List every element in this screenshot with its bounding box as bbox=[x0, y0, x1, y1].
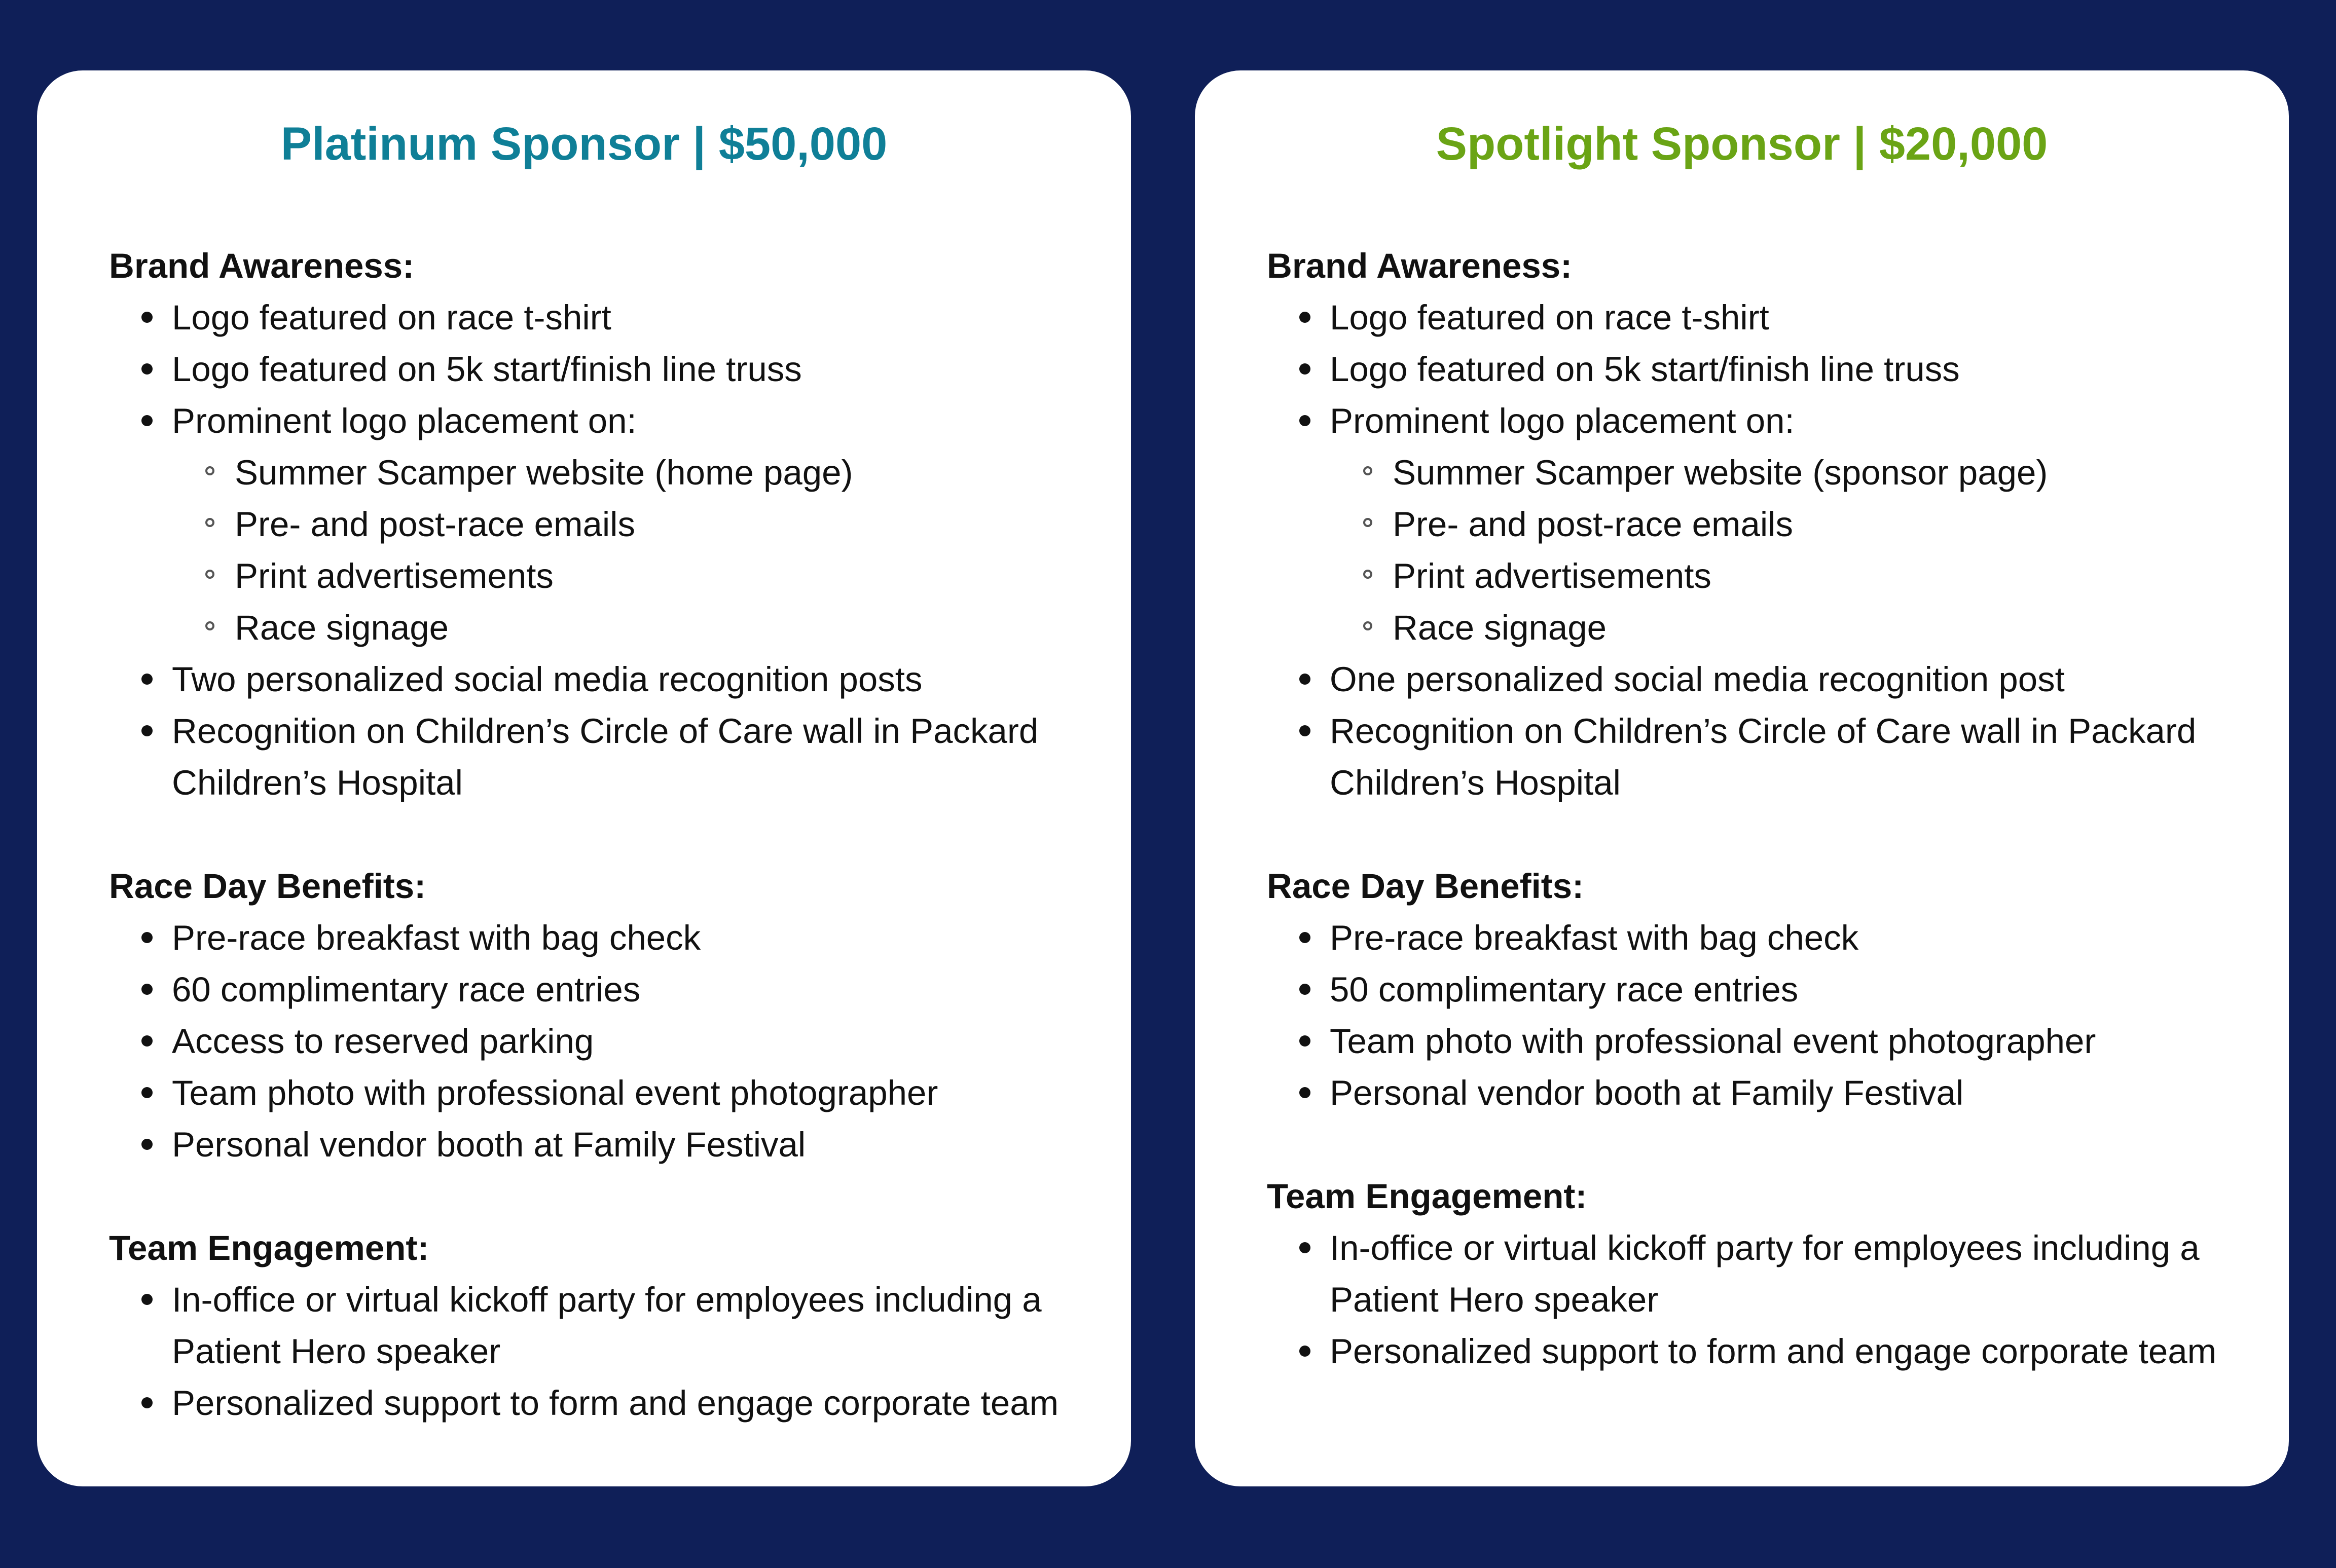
bullet-icon bbox=[1299, 1087, 1310, 1098]
card-content bbox=[109, 240, 1101, 1429]
sub-list-item-text: Summer Scamper website (home page) bbox=[235, 453, 853, 492]
hollow-bullet-icon bbox=[1363, 518, 1372, 527]
bullet-icon bbox=[1299, 932, 1310, 943]
list-item-text: Logo featured on 5k start/finish line truss bbox=[1330, 350, 1960, 389]
benefit-list bbox=[109, 1274, 1101, 1429]
list-item-text: Personalized support to form and engage corporate team bbox=[172, 1384, 1059, 1423]
sub-list-item bbox=[235, 602, 1101, 654]
sub-list-item-text: Print advertisements bbox=[1393, 556, 1711, 595]
bullet-icon bbox=[1299, 984, 1310, 995]
sub-list-item bbox=[1393, 447, 2258, 499]
list-item bbox=[1330, 1326, 2258, 1377]
list-item bbox=[1330, 1016, 2258, 1067]
card-title: Spotlight Sponsor | $20,000 bbox=[1436, 118, 2048, 170]
benefits-section bbox=[109, 240, 1101, 809]
bullet-icon bbox=[141, 1087, 153, 1098]
list-item bbox=[172, 1377, 1101, 1429]
hollow-bullet-icon bbox=[1363, 570, 1372, 579]
list-item-text: One personalized social media recognition post bbox=[1330, 660, 2065, 699]
benefit-list bbox=[1267, 912, 2258, 1119]
list-item bbox=[1330, 1222, 2258, 1326]
bullet-icon bbox=[141, 984, 153, 995]
bullet-icon bbox=[1299, 1346, 1310, 1357]
bullet-icon bbox=[1299, 415, 1310, 426]
sub-list-item-text: Summer Scamper website (sponsor page) bbox=[1393, 453, 2048, 492]
sub-list-item bbox=[235, 499, 1101, 550]
bullet-icon bbox=[141, 1294, 153, 1305]
list-item-text: Prominent logo placement on: bbox=[172, 401, 637, 440]
list-item-text: Team photo with professional event photographer bbox=[1330, 1022, 2096, 1061]
list-item-text: Team photo with professional event photographer bbox=[172, 1073, 938, 1112]
list-item-text: Recognition on Children’s Circle of Care wall in Packard Children’s Hospital bbox=[1330, 712, 2197, 802]
list-item bbox=[172, 654, 1101, 705]
section-heading: Brand Awareness: bbox=[109, 246, 415, 285]
hollow-bullet-icon bbox=[205, 621, 214, 630]
benefits-section bbox=[1267, 1171, 2258, 1377]
sub-list-item bbox=[1393, 602, 2258, 654]
benefit-list bbox=[109, 912, 1101, 1171]
bullet-icon bbox=[141, 932, 153, 943]
list-item bbox=[172, 1016, 1101, 1067]
bullet-icon bbox=[141, 674, 153, 685]
sub-list-item bbox=[1393, 499, 2258, 550]
bullet-icon bbox=[1299, 1242, 1310, 1253]
list-item bbox=[1330, 705, 2258, 809]
list-item bbox=[172, 292, 1101, 344]
bullet-icon bbox=[1299, 674, 1310, 685]
sub-list-item-text: Print advertisements bbox=[235, 556, 554, 595]
sub-list-item-text: Pre- and post-race emails bbox=[235, 505, 635, 544]
list-item bbox=[172, 705, 1101, 809]
list-item bbox=[1330, 292, 2258, 344]
benefits-section bbox=[1267, 861, 2258, 1119]
platinum-sponsor-card bbox=[37, 70, 1131, 1486]
spotlight-sponsor-card bbox=[1195, 70, 2289, 1486]
section-heading: Team Engagement: bbox=[1267, 1177, 1587, 1216]
bullet-icon bbox=[1299, 312, 1310, 323]
list-item-text: Access to reserved parking bbox=[172, 1022, 594, 1061]
list-item-text: Logo featured on 5k start/finish line truss bbox=[172, 350, 802, 389]
list-item-text: In-office or virtual kickoff party for employees including a Patient Hero speaker bbox=[1330, 1228, 2200, 1319]
bullet-icon bbox=[141, 312, 153, 323]
hollow-bullet-icon bbox=[205, 518, 214, 527]
list-item bbox=[172, 912, 1101, 964]
list-item bbox=[172, 1119, 1101, 1171]
list-item-text: Pre-race breakfast with bag check bbox=[1330, 918, 1859, 957]
list-item bbox=[172, 1067, 1101, 1119]
sub-list-item bbox=[235, 550, 1101, 602]
hollow-bullet-icon bbox=[1363, 466, 1372, 475]
sub-list bbox=[1330, 447, 2258, 654]
list-item bbox=[1330, 912, 2258, 964]
benefits-section bbox=[109, 861, 1101, 1171]
hollow-bullet-icon bbox=[1363, 621, 1372, 630]
list-item bbox=[172, 1274, 1101, 1377]
hollow-bullet-icon bbox=[205, 570, 214, 579]
list-item-text: 60 complimentary race entries bbox=[172, 970, 641, 1009]
section-heading: Brand Awareness: bbox=[1267, 246, 1573, 285]
list-item-text: Recognition on Children’s Circle of Care wall in Packard Children’s Hospital bbox=[172, 712, 1039, 802]
benefit-list bbox=[1267, 1222, 2258, 1377]
bullet-icon bbox=[1299, 725, 1310, 736]
list-item-text: Pre-race breakfast with bag check bbox=[172, 918, 701, 957]
benefit-list bbox=[1267, 292, 2258, 809]
section-heading: Team Engagement: bbox=[109, 1228, 429, 1267]
benefits-section bbox=[109, 1222, 1101, 1429]
bullet-icon bbox=[141, 1397, 153, 1408]
list-item bbox=[1330, 964, 2258, 1016]
list-item bbox=[1330, 344, 2258, 395]
benefits-section bbox=[1267, 240, 2258, 809]
section-heading: Race Day Benefits: bbox=[109, 867, 426, 906]
bullet-icon bbox=[141, 1035, 153, 1047]
list-item-text: Personal vendor booth at Family Festival bbox=[172, 1125, 806, 1164]
sub-list-item-text: Race signage bbox=[235, 608, 449, 647]
card-content bbox=[1267, 240, 2258, 1377]
list-item-text: Prominent logo placement on: bbox=[1330, 401, 1795, 440]
bullet-icon bbox=[141, 363, 153, 375]
list-item bbox=[172, 395, 1101, 654]
list-item-text: Two personalized social media recognition posts bbox=[172, 660, 923, 699]
card-title: Platinum Sponsor | $50,000 bbox=[280, 118, 888, 170]
list-item-text: Personal vendor booth at Family Festival bbox=[1330, 1073, 1964, 1112]
sub-list-item bbox=[1393, 550, 2258, 602]
list-item bbox=[1330, 1067, 2258, 1119]
bullet-icon bbox=[141, 725, 153, 736]
hollow-bullet-icon bbox=[205, 466, 214, 475]
list-item bbox=[1330, 395, 2258, 654]
list-item bbox=[172, 344, 1101, 395]
bullet-icon bbox=[141, 415, 153, 426]
bullet-icon bbox=[1299, 1035, 1310, 1047]
sub-list bbox=[172, 447, 1101, 654]
list-item bbox=[172, 964, 1101, 1016]
list-item-text: In-office or virtual kickoff party for employees including a Patient Hero speaker bbox=[172, 1280, 1042, 1371]
list-item-text: 50 complimentary race entries bbox=[1330, 970, 1799, 1009]
list-item-text: Personalized support to form and engage corporate team bbox=[1330, 1332, 2217, 1371]
benefit-list bbox=[109, 292, 1101, 809]
section-heading: Race Day Benefits: bbox=[1267, 867, 1584, 906]
list-item bbox=[1330, 654, 2258, 705]
sub-list-item bbox=[235, 447, 1101, 499]
sub-list-item-text: Pre- and post-race emails bbox=[1393, 505, 1793, 544]
list-item-text: Logo featured on race t-shirt bbox=[1330, 298, 1769, 337]
bullet-icon bbox=[1299, 363, 1310, 375]
bullet-icon bbox=[141, 1139, 153, 1150]
list-item-text: Logo featured on race t-shirt bbox=[172, 298, 611, 337]
sub-list-item-text: Race signage bbox=[1393, 608, 1607, 647]
